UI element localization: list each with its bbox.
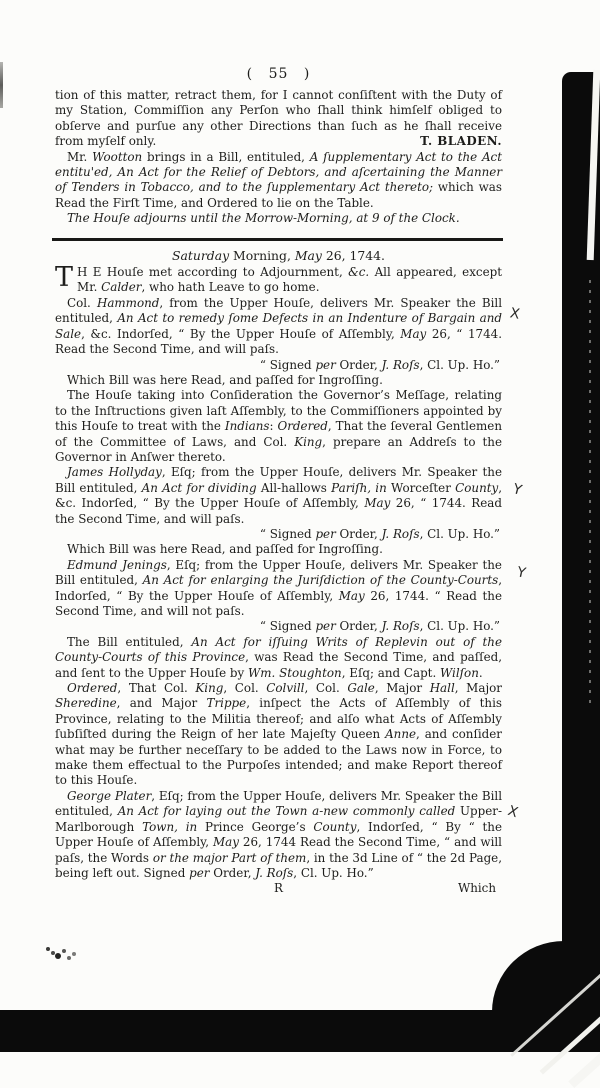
text-segment: , Cl. Up. Ho.” [419,619,500,634]
handwritten-margin-mark: Y [511,481,524,499]
text-segment: Town, in [142,819,198,834]
text-segment: Which Bill was here Read, and paſſed for Ingroſſing. [67,542,383,557]
text-segment: County [455,480,499,495]
text-segment: , Indorſed, “ By “ the Upper Houſe of Aſſembly, [55,819,502,850]
text-segment: A ſupplementary Act to the Act entitu'ed, An Act for the Relief of Debtors, and aſcertaining the Manner of Tenders in Tobacco, and to the ſupplementary Act thereto; [55,149,502,195]
text-segment: May [364,496,391,511]
text-segment: J. Roſs [381,526,420,541]
text-column [55,88,502,897]
text-segment: The Houſe adjourns until the Morrow-Morning, at 9 of the Clock. [67,211,460,226]
text-segment: Col. [67,295,97,310]
jenings-bill-paragraph [55,558,502,620]
text-segment: “ Signed [259,357,316,372]
text-segment: , Col. [223,681,267,696]
text-segment: The Bill entituled, [67,634,192,649]
text-segment: The Houſe taking into Conſideration the Governor’s Meſſage, relating to the Inſtructions given laſt Aſſembly, to the Commiſſioners appointed by this Houſe to treat with the [55,388,502,434]
text-segment: An Act for enlarging the Juriſdiction of the County-Courts [142,573,499,588]
text-segment: All appeared, except Mr. [77,265,502,295]
text-segment: All-hallows [256,480,332,495]
text-segment: , Eſq; from the Upper Houſe, delivers Mr. Speaker the Bill entituled, [55,557,502,588]
text-segment: , Major [374,681,430,696]
blocks-container [55,88,502,881]
text-segment: , prepare an Addreſs to the Governor in Anſwer thereto. [55,434,502,464]
text-segment: 26, “ 1744. Read the Second Time, and will paſs. [55,496,502,526]
text-segment: : [269,419,278,434]
text-segment: per [315,526,336,541]
ink-smudge [46,947,50,951]
text-segment: “ Signed [259,619,316,634]
replevin-bill-paragraph [55,635,502,681]
text-segment: Colvill [266,681,305,696]
signed-per-order-line [55,358,502,373]
text-segment: , from the Upper Houſe, delivers Mr. Speaker the Bill entituled, [55,295,503,326]
text-segment: Saturday [172,247,230,263]
text-segment: George Plater [67,788,152,803]
text-segment: . [478,665,483,680]
session-heading [55,248,502,263]
text-segment: May [338,588,365,603]
text-segment: Edmund Jenings [67,557,167,572]
text-segment: King [195,681,224,696]
text-segment: or the major Part of them [152,850,307,865]
text-segment: Trippe [206,696,247,711]
text-segment: Order, [335,526,382,541]
text-segment: “ Signed [259,526,316,541]
text-segment: , Cl. Up. Ho.” [419,357,500,372]
text-segment: Prince George’s [197,819,314,834]
militia-order-paragraph [55,681,502,789]
text-segment: Order, [335,357,382,372]
text-segment: Hammond [96,295,160,310]
text-segment: tion of this matter, retract them, for I cannot conſiſtent with the Duty of my Station, Commiſſion any Perſon who ſhall think himſelf obliged to obſerve and purſue any other Directions than ſuch as he ſhall receive from myſelf only. [55,88,502,149]
text-segment: , Eſq; from the Upper Houſe, delivers Mr. Speaker the Bill entituled, [55,788,502,819]
text-segment: , &c. Indorſed, “ By the Upper Houſe of Aſſembly, [81,326,401,341]
text-segment: King [294,434,323,449]
text-segment: &c. [348,265,370,280]
hollyday-bill-paragraph [55,465,502,527]
text-segment: , Col. [304,681,348,696]
signed-per-order-line [55,619,502,634]
paper-edge-dots [589,280,591,710]
text-segment: , Cl. Up. Ho.” [293,865,374,880]
text-segment: Ordered [67,681,118,696]
text-segment: per [315,357,336,372]
drop-cap: T [55,262,74,294]
text-segment: 26, “ 1744. Read the Second Time, and will paſs. [55,326,502,357]
bill-ingrossed-line [55,373,502,388]
text-segment: May [400,326,427,341]
text-segment: , &c. Indorſed, “ By the Upper Houſe of Aſſembly, [55,480,503,511]
text-segment: J. Roſs [381,619,420,634]
text-segment: , That Col. [117,681,196,696]
text-segment: , and conſider what may be further neceſſary to be added to the Laws now in Force, to make them effectual to the Purpoſes intended; and make Report thereof to this Houſe. [55,727,502,788]
text-segment: Indians [224,419,270,434]
text-segment: An Act for dividing [141,480,257,495]
text-segment: , Cl. Up. Ho.” [419,526,500,541]
text-segment: , was Read the Second Time, and paſſed, and ſent to the Upper Houſe by [55,650,502,680]
text-segment: per [189,865,210,880]
text-segment: 26, 1744 Read the Second Time, “ and will paſs, the Words [55,835,502,865]
scan-edge-bottom [0,1010,600,1052]
page-corner-shadow [492,941,564,1012]
text-segment: Upper-Marlborough [55,804,502,834]
handwritten-margin-mark: X [505,802,520,822]
text-segment: , inſpect the Acts of Aſſembly of this Province, relating to the Militia thereof; and alſo what Acts of Aſſembly ſubſiſted during the Reign of her late Majeſty Queen [55,696,502,742]
text-segment: Hall [429,681,455,696]
text-segment: Which Bill was here Read, and paſſed for Ingroſſing. [67,372,383,387]
text-segment: Order, [335,619,382,634]
house-met-paragraph [55,262,502,296]
text-segment: Order, [209,865,256,880]
adjournment-line [55,211,502,226]
text-segment: County [313,819,357,834]
text-segment: Worceſter [386,480,456,495]
text-segment: Gale [347,681,375,696]
text-segment: , Major [454,681,502,696]
text-segment: , Eſq; and Capt. [341,665,441,680]
text-segment: Wootton [92,149,143,164]
footer-line [55,881,502,897]
text-segment: 26, 1744. [321,247,385,263]
text-segment: , That the ſeveral Gentlemen of the Committee of Laws, and Col. [55,419,502,449]
plater-bill-paragraph [55,789,502,881]
text-segment: T. BLADEN. [420,134,502,149]
text-segment: Anne [385,727,417,742]
text-segment: , in the 3d Line of “ the 2d Page, being left out. Signed [55,850,502,880]
text-segment: brings in a Bill, entituled, [142,149,310,164]
text-segment: Sheredine [55,696,117,711]
text-segment: An Act for iſſuing Writs of Replevin out of the County-Courts of this Province [55,634,502,665]
hammond-bill-paragraph [55,296,502,358]
bill-ingrossed-line [55,542,502,557]
governors-message-paragraph [55,388,502,465]
bladen-closing-paragraph [55,88,502,150]
text-segment: Wm. Stoughton [248,665,342,680]
text-segment: J. Roſs [381,357,420,372]
text-segment: , Indorſed, “ By the Upper Houſe of Aſſembly, [55,573,502,603]
catchword: Which [457,881,496,896]
text-segment: J. Roſs [255,865,294,880]
signature-mark: R [274,881,283,896]
scan-left-edge-artifact [0,62,3,108]
text-segment: Calder [101,280,142,295]
text-segment: which was Read the Firſt Time, and Ordered to lie on the Table. [55,180,502,210]
text-segment: , who hath Leave to go home. [141,280,320,295]
signed-per-order-line [55,527,502,542]
text-segment: An Act for laying out the Town a-new commonly called [117,804,456,819]
text-segment: Mr. [67,149,93,164]
text-segment: , Eſq; from the Upper Houſe, delivers Mr. Speaker the Bill entituled, [55,465,502,495]
text-segment: H E Houſe met according to Adjournment, [77,265,349,280]
text-segment: per [315,619,336,634]
page-number: ( 55 ) [246,66,311,82]
text-segment: An Act to remedy ſome Defects in an Indenture of Bargain and Sale [55,311,503,341]
handwritten-margin-mark: X [508,305,521,323]
text-segment: May [294,247,322,263]
text-segment: May [212,835,239,850]
text-segment: James Hollyday [67,465,162,480]
text-segment: Morning, [229,247,295,263]
text-segment: Wilſon [440,665,479,680]
text-segment: , and Major [116,696,207,711]
section-rule [52,238,503,241]
text-segment: Ordered [277,419,328,434]
text-segment: 26, 1744. “ Read the Second Time, and will not paſs. [55,588,502,618]
wootton-bill-paragraph [55,150,502,212]
handwritten-margin-mark: Y [515,564,528,582]
text-segment: Pariſh, in [331,480,387,495]
